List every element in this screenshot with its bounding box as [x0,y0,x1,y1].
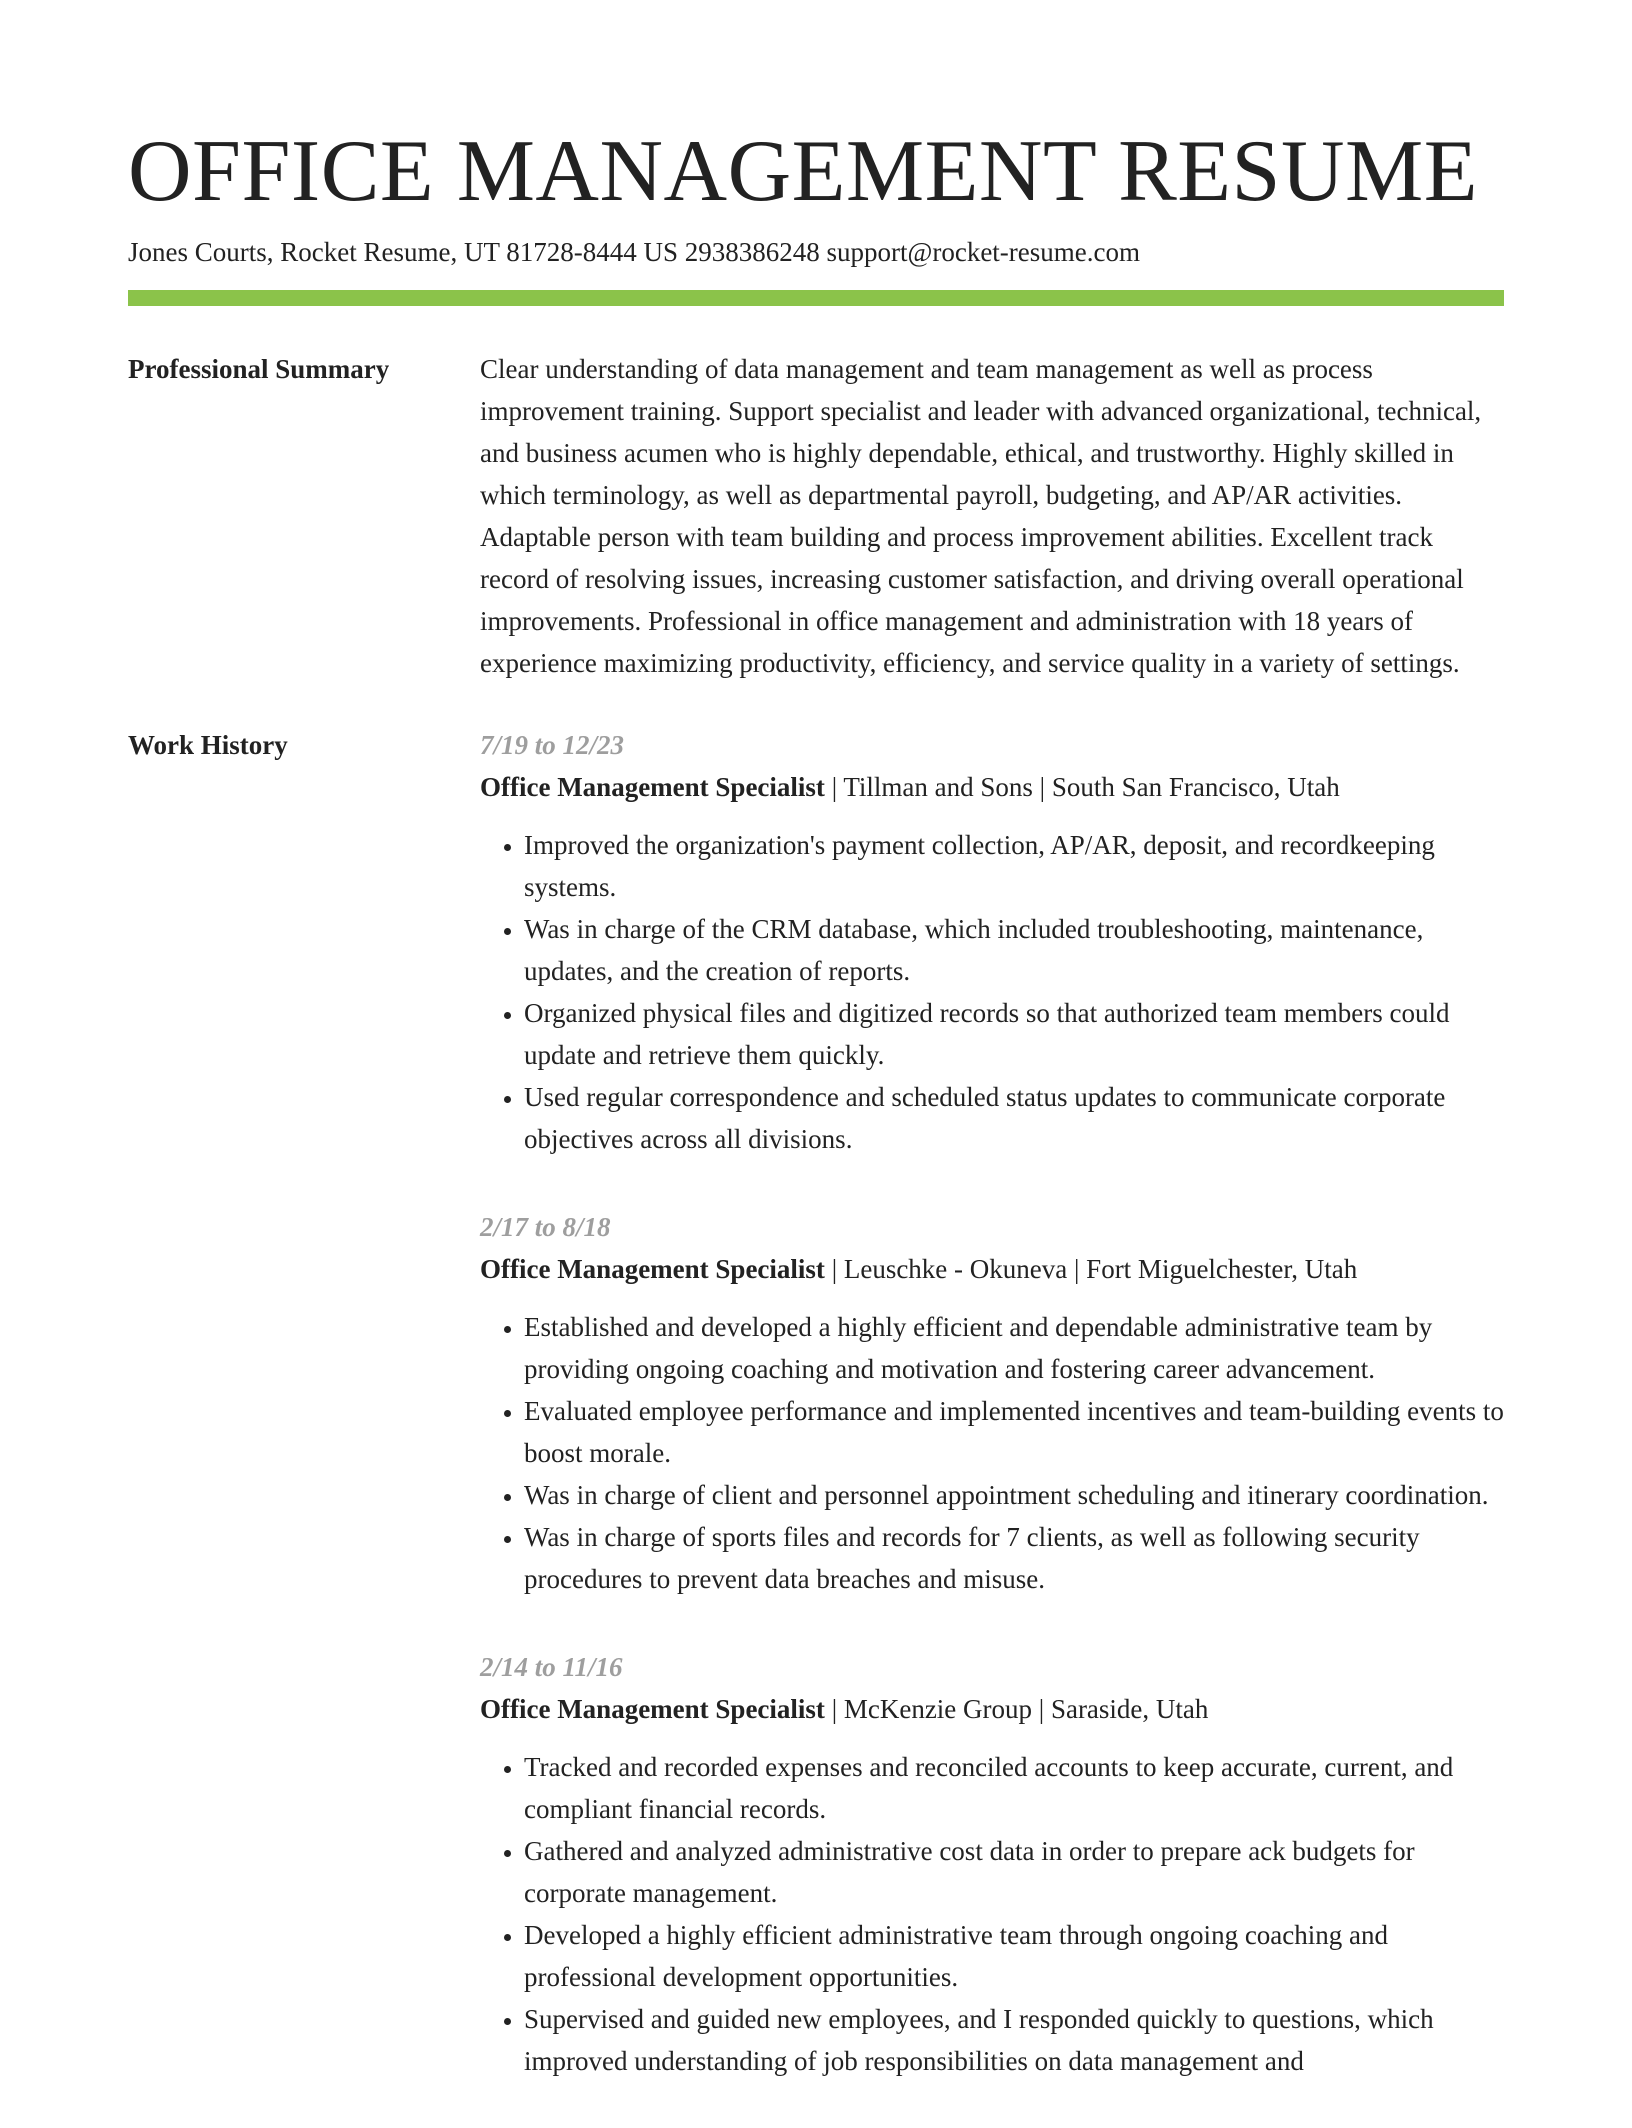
job-bullet: • Supervised and guided new employees, and I responded quickly to questions, which improved understanding of job responsibilities on data management and [524,1998,1504,2082]
work-history-heading: Work History [128,730,288,760]
summary-section [128,348,1504,684]
job-entry [480,724,1504,1160]
job-bullet: • Gathered and analyzed administrative cost data in order to prepare ack budgets for corporate management. [524,1830,1504,1914]
work-history-list [480,724,1504,2128]
job-bullet: • Established and developed a highly efficient and dependable administrative team by providing ongoing coaching and motivation and fostering career advancement. [524,1306,1504,1390]
separator: | [1032,772,1052,802]
job-bullet-list [480,1306,1504,1600]
job-dates: 7/19 to 12/23 [480,730,625,760]
job-bullet: • Was in charge of sports files and records for 7 clients, as well as following security procedures to prevent data breaches and misuse. [524,1516,1504,1600]
job-bullet: • Developed a highly efficient administrative team through ongoing coaching and professional development opportunities. [524,1914,1504,1998]
separator: | [1067,1254,1087,1284]
separator: | [1032,1694,1051,1724]
header-divider [128,290,1504,306]
contact-address: Jones Courts, Rocket Resume, UT 81728-8444 US [128,237,678,267]
job-bullet: • Used regular correspondence and scheduled status updates to communicate corporate objectives across all divisions. [524,1076,1504,1160]
resume-page [128,0,1504,2128]
summary-heading: Professional Summary [128,354,390,384]
job-location: South San Francisco, Utah [1051,772,1340,802]
job-heading [480,1248,1504,1290]
job-dates: 2/14 to 11/16 [480,1652,623,1682]
separator: | [824,1254,844,1284]
job-title: Office Management Specialist [480,772,825,802]
job-bullet: • Improved the organization's payment collection, AP/AR, deposit, and recordkeeping systems. [524,824,1504,908]
job-entry [480,1206,1504,1600]
separator: | [824,1694,844,1724]
work-history-section [128,724,1504,2128]
job-dates: 2/17 to 8/18 [480,1212,611,1242]
job-employer: McKenzie Group [843,1694,1033,1724]
job-employer: Tillman and Sons [843,772,1033,802]
job-title: Office Management Specialist [480,1694,825,1724]
job-heading [480,1688,1504,1730]
resume-title: OFFICE MANAGEMENT RESUME [128,123,1479,220]
job-title: Office Management Specialist [480,1254,825,1284]
job-bullet: • Tracked and recorded expenses and reconciled accounts to keep accurate, current, and compliant financial records. [524,1746,1504,1830]
summary-text: Clear understanding of data management and team management as well as process improvement training. Support specialist and leader with advanced organizational, technical, and business acumen who is highly dependable, ethical, and trustworthy. Highly skilled in which terminology, as well as departmental payroll, budgeting, and AP/AR activities. Adaptable person with team building and process improvement abilities. Excellent track record of resolving issues, increasing customer satisfaction, and driving overall operational improvements. Professional in office management and administration with 18 years of experience maximizing productivity, efficiency, and service quality in a variety of settings. [480,354,1482,678]
job-location: Saraside, Utah [1050,1694,1209,1724]
contact-email: support@rocket-resume.com [826,237,1141,267]
job-location: Fort Miguelchester, Utah [1086,1254,1358,1284]
job-bullet: • Organized physical files and digitized records so that authorized team members could update and retrieve them quickly. [524,992,1504,1076]
job-bullet-list [480,1746,1504,2082]
separator: | [824,772,844,802]
job-employer: Leuschke - Okuneva [843,1254,1068,1284]
job-heading [480,766,1504,808]
job-bullet: • Was in charge of client and personnel appointment scheduling and itinerary coordination. [524,1474,1504,1516]
job-bullet: • Was in charge of the CRM database, which included troubleshooting, maintenance, updates, and the creation of reports. [524,908,1504,992]
job-bullet: • Evaluated employee performance and implemented incentives and team-building events to boost morale. [524,1390,1504,1474]
job-bullet-list [480,824,1504,1160]
job-entry [480,1646,1504,2082]
contact-line [128,234,1504,270]
contact-phone: 2938386248 [684,237,820,267]
summary-body [480,348,1504,684]
